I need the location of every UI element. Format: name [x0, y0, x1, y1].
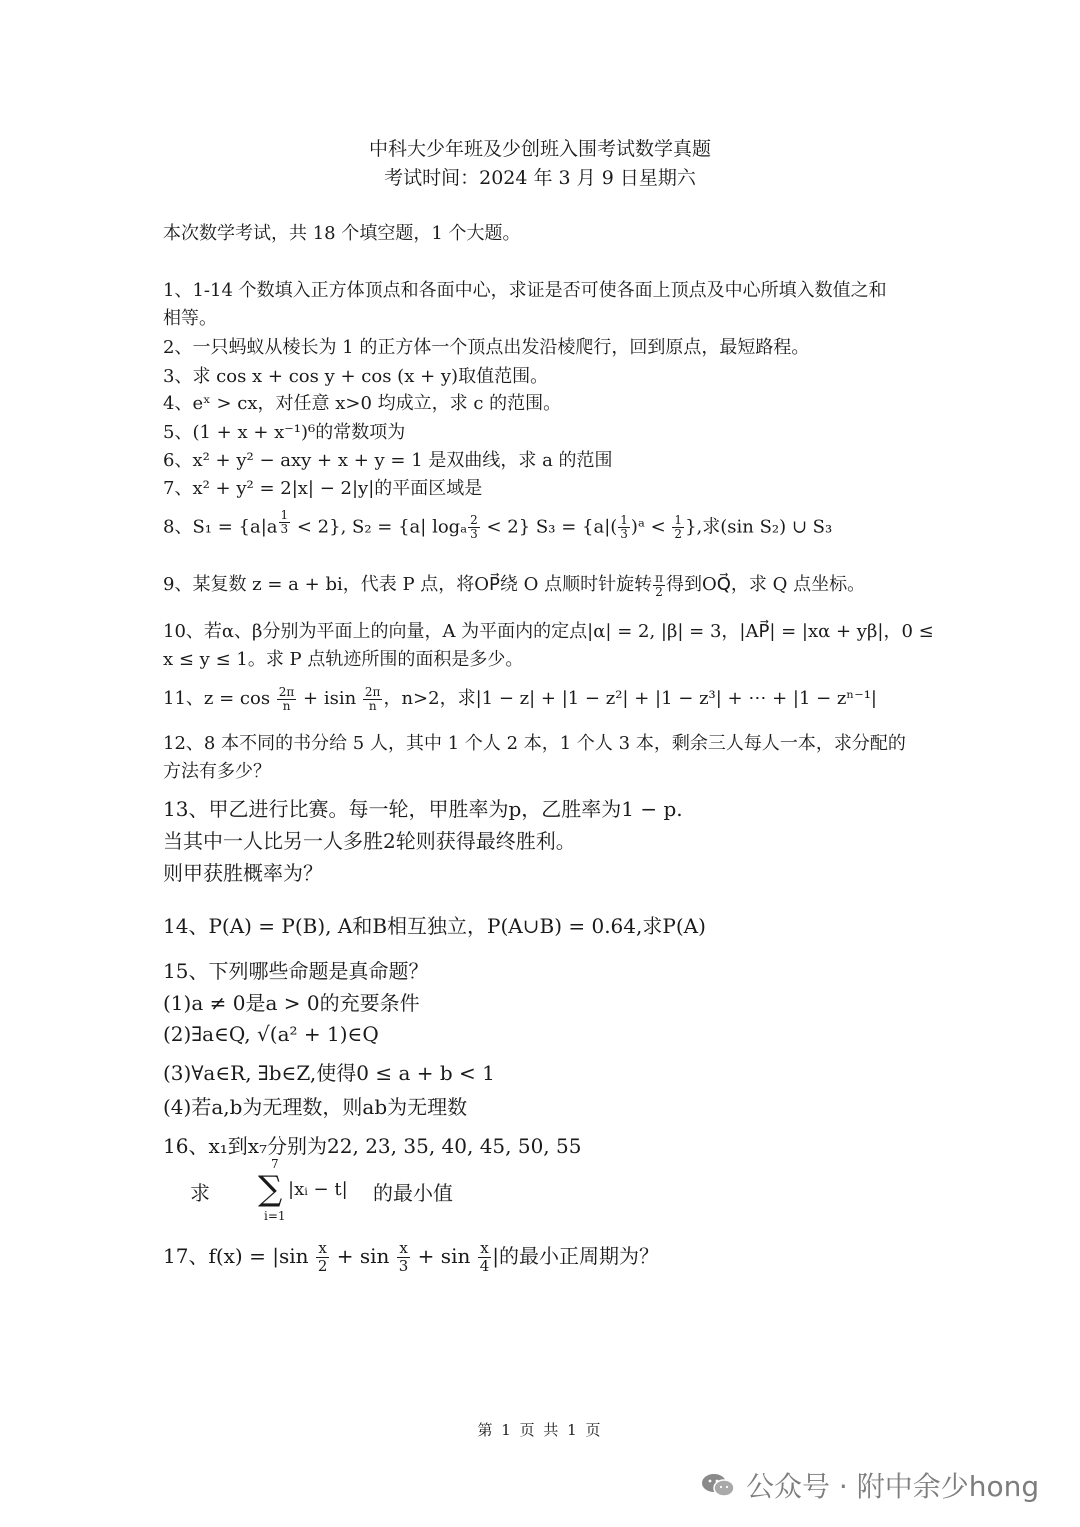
sigma-lower-limit: i=1	[264, 1209, 286, 1223]
question-1-line-2: 相等。	[163, 308, 217, 329]
page-footer: 第 1 页 共 1 页	[477, 1421, 603, 1439]
question-1-line-1: 1、1-14 个数填入正方体顶点和各面中心，求证是否可使各面上顶点及中心所填入数值之和	[163, 280, 887, 301]
question-12-line-2: 方法有多少？	[163, 761, 271, 782]
question-9	[163, 570, 865, 599]
watermark-text: 公众号 · 附中余少hong	[746, 1470, 1040, 1503]
question-15-option-3: (3)∀a∈R, ∃b∈Z,使得0 ≤ a + b < 1	[163, 1061, 495, 1085]
question-16-summation	[163, 1157, 563, 1223]
q17-part-1: 17、f(x) = |sin	[163, 1244, 315, 1268]
q17-frac-3: $\frac{x}{4}$	[479, 1239, 490, 1275]
question-10-line-1: 10、若α、β分别为平面上的向量，A 为平面内的定点|α| = 2, |β| = 3，|AP⃗| = |xα + yβ|，0 ≤	[163, 621, 934, 642]
q9-part-1: 9、某复数 z = a + bi，代表 P 点，将OP⃗绕 O 点顺时针旋转	[163, 574, 653, 595]
question-3: 3、求 cos x + cos y + cos (x + y)取值范围。	[163, 366, 549, 387]
q11-part-3: ，n>2，求|1 − z| + |1 − z²| + |1 − z³| + ⋯ + |1 − zⁿ⁻¹|	[383, 688, 877, 709]
q8-part-2: < 2}, S₂ = {a| logₐ	[291, 516, 468, 538]
q17-frac-2: $\frac{x}{3}$	[398, 1239, 409, 1275]
question-5: 5、(1 + x + x⁻¹)⁶的常数项为	[163, 422, 406, 443]
q17-part-4: |的最小正周期为？	[492, 1244, 659, 1268]
exam-intro: 本次数学考试，共 18 个填空题，1 个大题。	[163, 223, 521, 244]
question-10-line-2: x ≤ y ≤ 1。求 P 点轨迹所围的面积是多少。	[163, 649, 524, 670]
q16-tail: 的最小值	[373, 1181, 453, 1205]
q16-qiu-label: 求	[190, 1181, 210, 1205]
q17-part-3: + sin	[411, 1244, 477, 1268]
exam-title: 中科大少年班及少创班入围考试数学真题	[368, 138, 711, 160]
question-15-option-4: (4)若a,b为无理数，则ab为无理数	[163, 1095, 468, 1119]
question-8	[163, 509, 832, 541]
exam-date: 考试时间：2024 年 3 月 9 日星期六	[384, 167, 696, 189]
q9-frac: $\frac{\pi}{2}$	[655, 570, 663, 599]
question-13-line-2: 当其中一人比另一人多胜2轮则获得最终胜利。	[163, 829, 576, 853]
wechat-icon	[700, 1471, 736, 1499]
question-2: 2、一只蚂蚁从棱长为 1 的正方体一个顶点出发沿棱爬行，回到原点，最短路程。	[163, 337, 810, 358]
q9-part-2: 得到OQ⃗，求 Q 点坐标。	[665, 574, 866, 595]
question-12-line-1: 12、8 本不同的书分给 5 人，其中 1 个人 2 本，1 个人 3 本，剩余三人每人一本，求分配的	[163, 733, 906, 754]
question-15-stem: 15、下列哪些命题是真命题？	[163, 959, 429, 983]
question-13-line-1: 13、甲乙进行比赛。每一轮，甲胜率为p，乙胜率为1 − p.	[163, 797, 683, 821]
sigma-expression: |xᵢ − t|	[288, 1179, 348, 1200]
q8-part-3: < 2} S₃ = {a|(	[480, 516, 618, 538]
q8-frac-2: $\frac{2}{3}$	[470, 513, 478, 541]
question-14: 14、P(A) = P(B), A和B相互独立，P(A∪B) = 0.64,求P(A)	[163, 914, 706, 938]
question-7: 7、x² + y² = 2|x| − 2|y|的平面区域是	[163, 478, 483, 499]
q8-part-1: 8、S₁ = {a|a	[163, 516, 278, 538]
q17-frac-1: $\frac{x}{2}$	[317, 1239, 328, 1275]
question-15-option-1: (1)a ≠ 0是a > 0的充要条件	[163, 991, 420, 1015]
q8-part-5: },求(sin S₂) ∪ S₃	[685, 516, 833, 538]
q8-frac-3: $\frac{1}{3}$	[620, 513, 628, 541]
q11-frac-2: $\frac{2\pi}{n}$	[364, 684, 381, 713]
sigma-symbol: ∑	[258, 1169, 283, 1209]
question-11	[163, 684, 877, 713]
q11-frac-1: $\frac{2\pi}{n}$	[278, 684, 295, 713]
q8-exponent: 1 3	[280, 508, 289, 536]
question-4: 4、eˣ > cx，对任意 x>0 均成立，求 c 的范围。	[163, 393, 562, 414]
question-13-line-3: 则甲获胜概率为？	[163, 861, 323, 885]
q8-frac-4: $\frac{1}{2}$	[674, 513, 683, 541]
question-6: 6、x² + y² − axy + x + y = 1 是双曲线，求 a 的范围	[163, 450, 613, 471]
q11-part-2: + isin	[297, 688, 362, 709]
watermark	[700, 1460, 1060, 1510]
q11-part-1: 11、z = cos	[163, 688, 276, 709]
sigma-upper-limit: 7	[271, 1157, 279, 1171]
question-16-line-1: 16、x₁到x₇分别为22, 23, 35, 40, 45, 50, 55	[163, 1134, 582, 1158]
question-15-option-2: (2)∃a∈Q, √(a² + 1)∈Q	[163, 1022, 379, 1046]
q17-part-2: + sin	[330, 1244, 396, 1268]
q8-part-4: )ᵃ <	[630, 516, 672, 538]
question-17	[163, 1240, 659, 1275]
